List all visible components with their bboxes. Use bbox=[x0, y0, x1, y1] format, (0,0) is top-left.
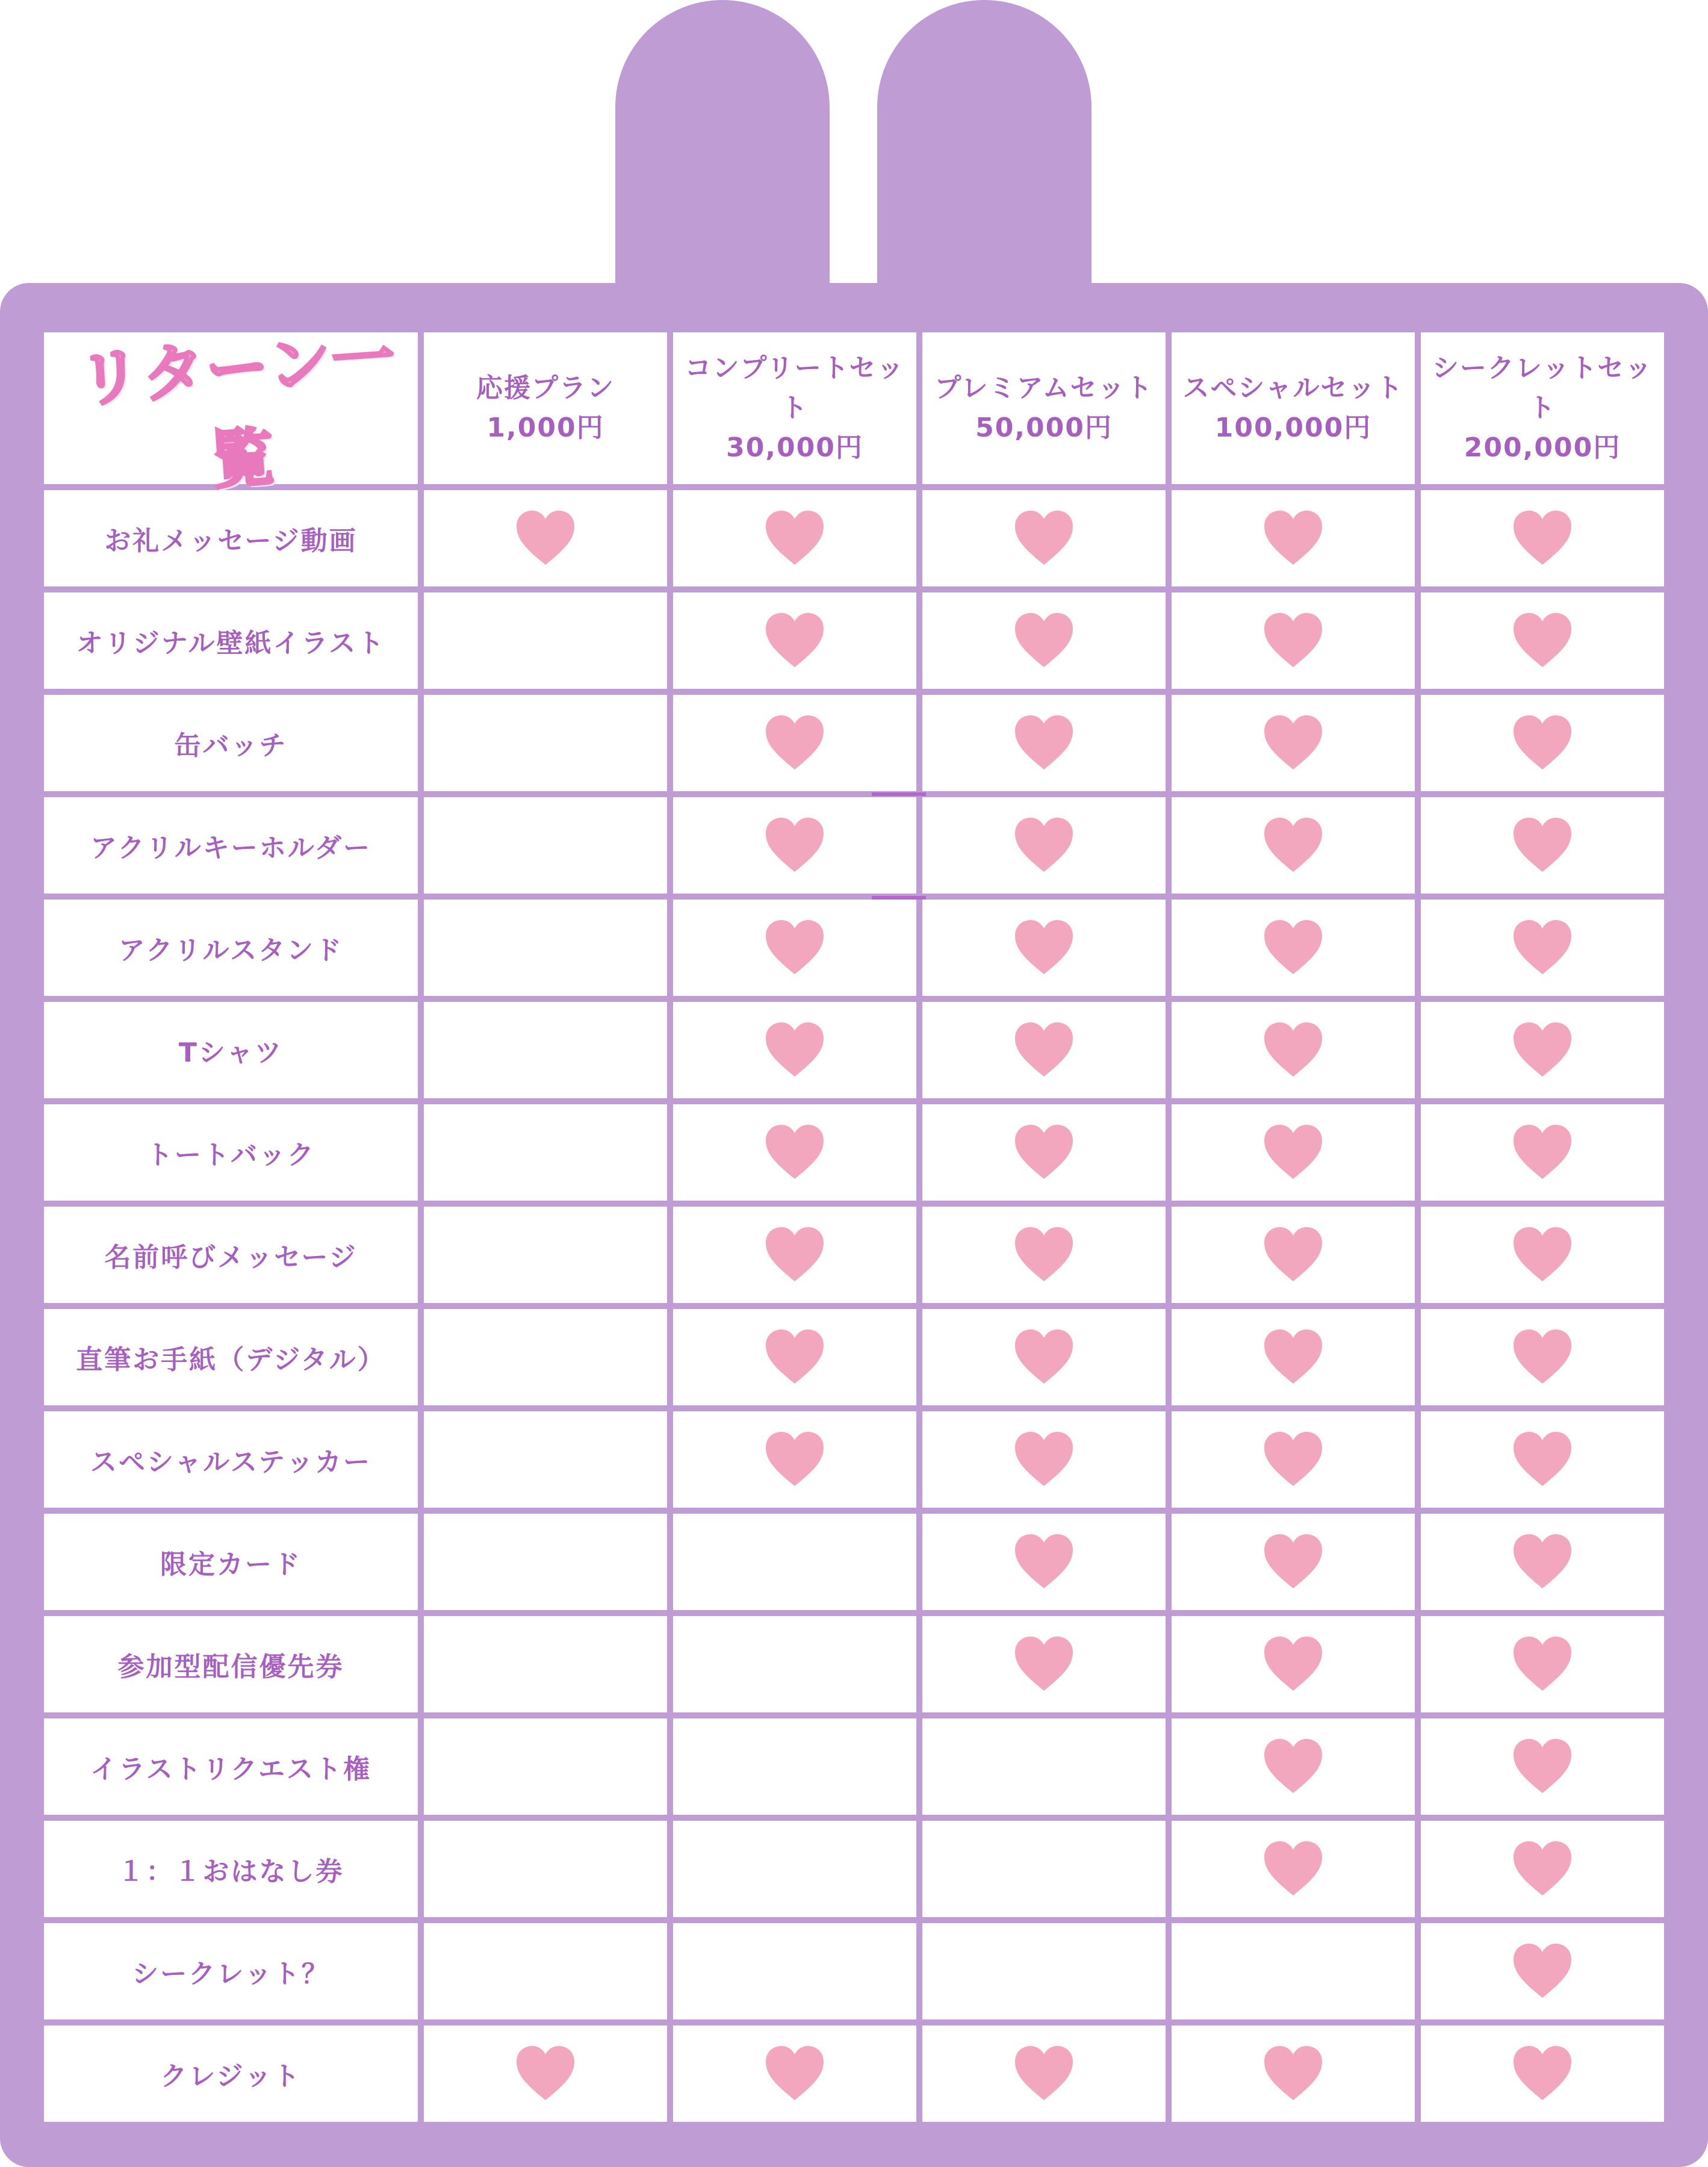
heart-icon bbox=[765, 2045, 825, 2103]
inclusion-cell bbox=[673, 490, 916, 586]
inclusion-cell bbox=[1421, 1923, 1664, 2019]
inclusion-cell bbox=[922, 1718, 1166, 1815]
plan-header bbox=[922, 332, 1166, 484]
inclusion-cell bbox=[424, 592, 667, 689]
heart-icon bbox=[1263, 2045, 1323, 2103]
inclusion-cell bbox=[424, 1207, 667, 1303]
item-label: オリジナル壁紙イラスト bbox=[44, 592, 418, 689]
divider-mark bbox=[872, 896, 926, 900]
inclusion-cell bbox=[1172, 1309, 1415, 1405]
heart-icon bbox=[1512, 612, 1573, 670]
inclusion-cell bbox=[1421, 797, 1664, 894]
inclusion-cell bbox=[673, 1104, 916, 1201]
heart-icon bbox=[1263, 612, 1323, 670]
inclusion-cell bbox=[1421, 1514, 1664, 1610]
inclusion-cell bbox=[922, 592, 1166, 689]
inclusion-cell bbox=[922, 1002, 1166, 1098]
item-label: 直筆お手紙（デジタル） bbox=[44, 1309, 418, 1405]
heart-icon bbox=[1512, 714, 1573, 772]
left-ear-tab bbox=[615, 0, 830, 313]
inclusion-cell bbox=[922, 2026, 1166, 2122]
heart-icon bbox=[1512, 816, 1573, 874]
inclusion-cell bbox=[1421, 1718, 1664, 1815]
heart-icon bbox=[1512, 2045, 1573, 2103]
heart-icon bbox=[1512, 1635, 1573, 1693]
inclusion-cell bbox=[424, 1718, 667, 1815]
plan-price: 200,000円 bbox=[1464, 432, 1621, 463]
plan-name: コンプリートセット bbox=[685, 353, 905, 423]
item-label: シークレット？ bbox=[44, 1923, 418, 2019]
inclusion-cell bbox=[424, 2026, 667, 2122]
heart-icon bbox=[1014, 1635, 1074, 1693]
heart-icon bbox=[1512, 1431, 1573, 1488]
heart-icon bbox=[1512, 1226, 1573, 1284]
heart-icon bbox=[765, 1021, 825, 1079]
plan-name: スペシャルセット bbox=[1182, 373, 1404, 403]
inclusion-cell bbox=[424, 1821, 667, 1917]
heart-icon bbox=[1263, 1840, 1323, 1898]
item-label: アクリルキーホルダー bbox=[44, 797, 418, 894]
inclusion-cell bbox=[1421, 695, 1664, 791]
inclusion-cell bbox=[922, 1411, 1166, 1508]
heart-icon bbox=[1014, 816, 1074, 874]
inclusion-cell bbox=[1172, 490, 1415, 586]
inclusion-cell bbox=[922, 1104, 1166, 1201]
inclusion-cell bbox=[673, 2026, 916, 2122]
heart-icon bbox=[765, 1328, 825, 1386]
inclusion-cell bbox=[1172, 1821, 1415, 1917]
heart-icon bbox=[765, 919, 825, 977]
inclusion-cell bbox=[922, 1923, 1166, 2019]
heart-icon bbox=[1263, 1738, 1323, 1795]
inclusion-cell bbox=[1172, 900, 1415, 996]
inclusion-cell bbox=[922, 1207, 1166, 1303]
inclusion-cell bbox=[424, 695, 667, 791]
inclusion-cell bbox=[673, 1923, 916, 2019]
heart-icon bbox=[1263, 919, 1323, 977]
heart-icon bbox=[1014, 2045, 1074, 2103]
inclusion-cell bbox=[424, 1514, 667, 1610]
inclusion-cell bbox=[922, 1514, 1166, 1610]
item-label: イラストリクエスト権 bbox=[44, 1718, 418, 1815]
title-cell bbox=[44, 320, 418, 498]
inclusion-cell bbox=[424, 1411, 667, 1508]
heart-icon bbox=[1263, 1021, 1323, 1079]
heart-icon bbox=[1512, 1533, 1573, 1591]
inclusion-cell bbox=[1172, 1616, 1415, 1712]
inclusion-cell bbox=[922, 797, 1166, 894]
inclusion-cell bbox=[673, 1718, 916, 1815]
returns-table bbox=[44, 320, 1664, 2122]
inclusion-cell bbox=[1172, 1923, 1415, 2019]
plan-header bbox=[1421, 332, 1664, 484]
inclusion-cell bbox=[673, 1821, 916, 1917]
heart-icon bbox=[765, 1124, 825, 1181]
inclusion-cell bbox=[1172, 1207, 1415, 1303]
inclusion-cell bbox=[673, 695, 916, 791]
inclusion-cell bbox=[922, 695, 1166, 791]
heart-icon bbox=[1512, 1124, 1573, 1181]
plan-price: 50,000円 bbox=[975, 412, 1113, 443]
heart-icon bbox=[765, 509, 825, 567]
inclusion-cell bbox=[1421, 1821, 1664, 1917]
heart-icon bbox=[1263, 1533, 1323, 1591]
plan-name: プレミアムセット bbox=[934, 373, 1154, 403]
inclusion-cell bbox=[673, 592, 916, 689]
item-label: Tシャツ bbox=[44, 1002, 418, 1098]
heart-icon bbox=[1512, 1328, 1573, 1386]
heart-icon bbox=[765, 816, 825, 874]
item-label: 缶バッチ bbox=[44, 695, 418, 791]
plan-header bbox=[673, 332, 916, 484]
inclusion-cell bbox=[1421, 1411, 1664, 1508]
plan-name: 応援プラン bbox=[476, 373, 615, 403]
inclusion-cell bbox=[424, 490, 667, 586]
heart-icon bbox=[1512, 1738, 1573, 1795]
inclusion-cell bbox=[424, 1002, 667, 1098]
inclusion-cell bbox=[1421, 900, 1664, 996]
plan-name: シークレットセット bbox=[1432, 353, 1653, 423]
heart-icon bbox=[1014, 1431, 1074, 1488]
inclusion-cell bbox=[1172, 1718, 1415, 1815]
inclusion-cell bbox=[424, 1309, 667, 1405]
inclusion-cell bbox=[1421, 1207, 1664, 1303]
heart-icon bbox=[515, 509, 576, 567]
heart-icon bbox=[1263, 1635, 1323, 1693]
plan-price: 30,000円 bbox=[726, 432, 863, 463]
heart-icon bbox=[1512, 1021, 1573, 1079]
plan-price: 1,000円 bbox=[486, 412, 604, 443]
heart-icon bbox=[1263, 816, 1323, 874]
heart-icon bbox=[1263, 714, 1323, 772]
inclusion-cell bbox=[673, 1411, 916, 1508]
heart-icon bbox=[765, 612, 825, 670]
heart-icon bbox=[1014, 919, 1074, 977]
inclusion-cell bbox=[424, 900, 667, 996]
heart-icon bbox=[1512, 919, 1573, 977]
heart-icon bbox=[1014, 509, 1074, 567]
inclusion-cell bbox=[673, 1616, 916, 1712]
item-label: 限定カード bbox=[44, 1514, 418, 1610]
heart-icon bbox=[1014, 1021, 1074, 1079]
inclusion-cell bbox=[1421, 592, 1664, 689]
heart-icon bbox=[1263, 1431, 1323, 1488]
inclusion-cell bbox=[1172, 1104, 1415, 1201]
item-label: クレジット bbox=[44, 2026, 418, 2122]
heart-icon bbox=[765, 714, 825, 772]
plan-header bbox=[1172, 332, 1415, 484]
inclusion-cell bbox=[1172, 695, 1415, 791]
plan-header bbox=[424, 332, 667, 484]
item-label: 参加型配信優先券 bbox=[44, 1616, 418, 1712]
inclusion-cell bbox=[1421, 1616, 1664, 1712]
item-label: １：１おはなし券 bbox=[44, 1821, 418, 1917]
heart-icon bbox=[515, 2045, 576, 2103]
item-label: トートバック bbox=[44, 1104, 418, 1201]
inclusion-cell bbox=[922, 1821, 1166, 1917]
inclusion-cell bbox=[922, 490, 1166, 586]
inclusion-cell bbox=[673, 1309, 916, 1405]
inclusion-cell bbox=[922, 1309, 1166, 1405]
inclusion-cell bbox=[1172, 1411, 1415, 1508]
inclusion-cell bbox=[1421, 490, 1664, 586]
inclusion-cell bbox=[673, 797, 916, 894]
inclusion-cell bbox=[1421, 2026, 1664, 2122]
heart-icon bbox=[765, 1226, 825, 1284]
heart-icon bbox=[1014, 1226, 1074, 1284]
right-ear-tab bbox=[877, 0, 1092, 313]
item-label: スペシャルステッカー bbox=[44, 1411, 418, 1508]
heart-icon bbox=[1014, 1124, 1074, 1181]
plan-price: 100,000円 bbox=[1214, 412, 1372, 443]
heart-icon bbox=[1014, 1328, 1074, 1386]
heart-icon bbox=[1014, 714, 1074, 772]
inclusion-cell bbox=[1172, 1514, 1415, 1610]
inclusion-cell bbox=[424, 1616, 667, 1712]
inclusion-cell bbox=[673, 1514, 916, 1610]
inclusion-cell bbox=[673, 1207, 916, 1303]
item-label: アクリルスタンド bbox=[44, 900, 418, 996]
heart-icon bbox=[1512, 509, 1573, 567]
inclusion-cell bbox=[424, 797, 667, 894]
inclusion-cell bbox=[673, 1002, 916, 1098]
heart-icon bbox=[1263, 1226, 1323, 1284]
inclusion-cell bbox=[1172, 797, 1415, 894]
page-title: リターン一覧 bbox=[76, 320, 399, 498]
inclusion-cell bbox=[1421, 1104, 1664, 1201]
inclusion-cell bbox=[922, 1616, 1166, 1712]
inclusion-cell bbox=[424, 1104, 667, 1201]
heart-icon bbox=[1014, 1533, 1074, 1591]
heart-icon bbox=[1263, 1328, 1323, 1386]
inclusion-cell bbox=[1421, 1002, 1664, 1098]
inclusion-cell bbox=[1172, 2026, 1415, 2122]
heart-icon bbox=[1263, 509, 1323, 567]
inclusion-cell bbox=[673, 900, 916, 996]
inclusion-cell bbox=[1172, 592, 1415, 689]
item-label: お礼メッセージ動画 bbox=[44, 490, 418, 586]
heart-icon bbox=[1014, 612, 1074, 670]
heart-icon bbox=[1263, 1124, 1323, 1181]
heart-icon bbox=[765, 1431, 825, 1488]
inclusion-cell bbox=[1421, 1309, 1664, 1405]
item-label: 名前呼びメッセージ bbox=[44, 1207, 418, 1303]
inclusion-cell bbox=[1172, 1002, 1415, 1098]
heart-icon bbox=[1512, 1840, 1573, 1898]
divider-mark bbox=[872, 792, 926, 796]
inclusion-cell bbox=[424, 1923, 667, 2019]
heart-icon bbox=[1512, 1942, 1573, 2000]
inclusion-cell bbox=[922, 900, 1166, 996]
